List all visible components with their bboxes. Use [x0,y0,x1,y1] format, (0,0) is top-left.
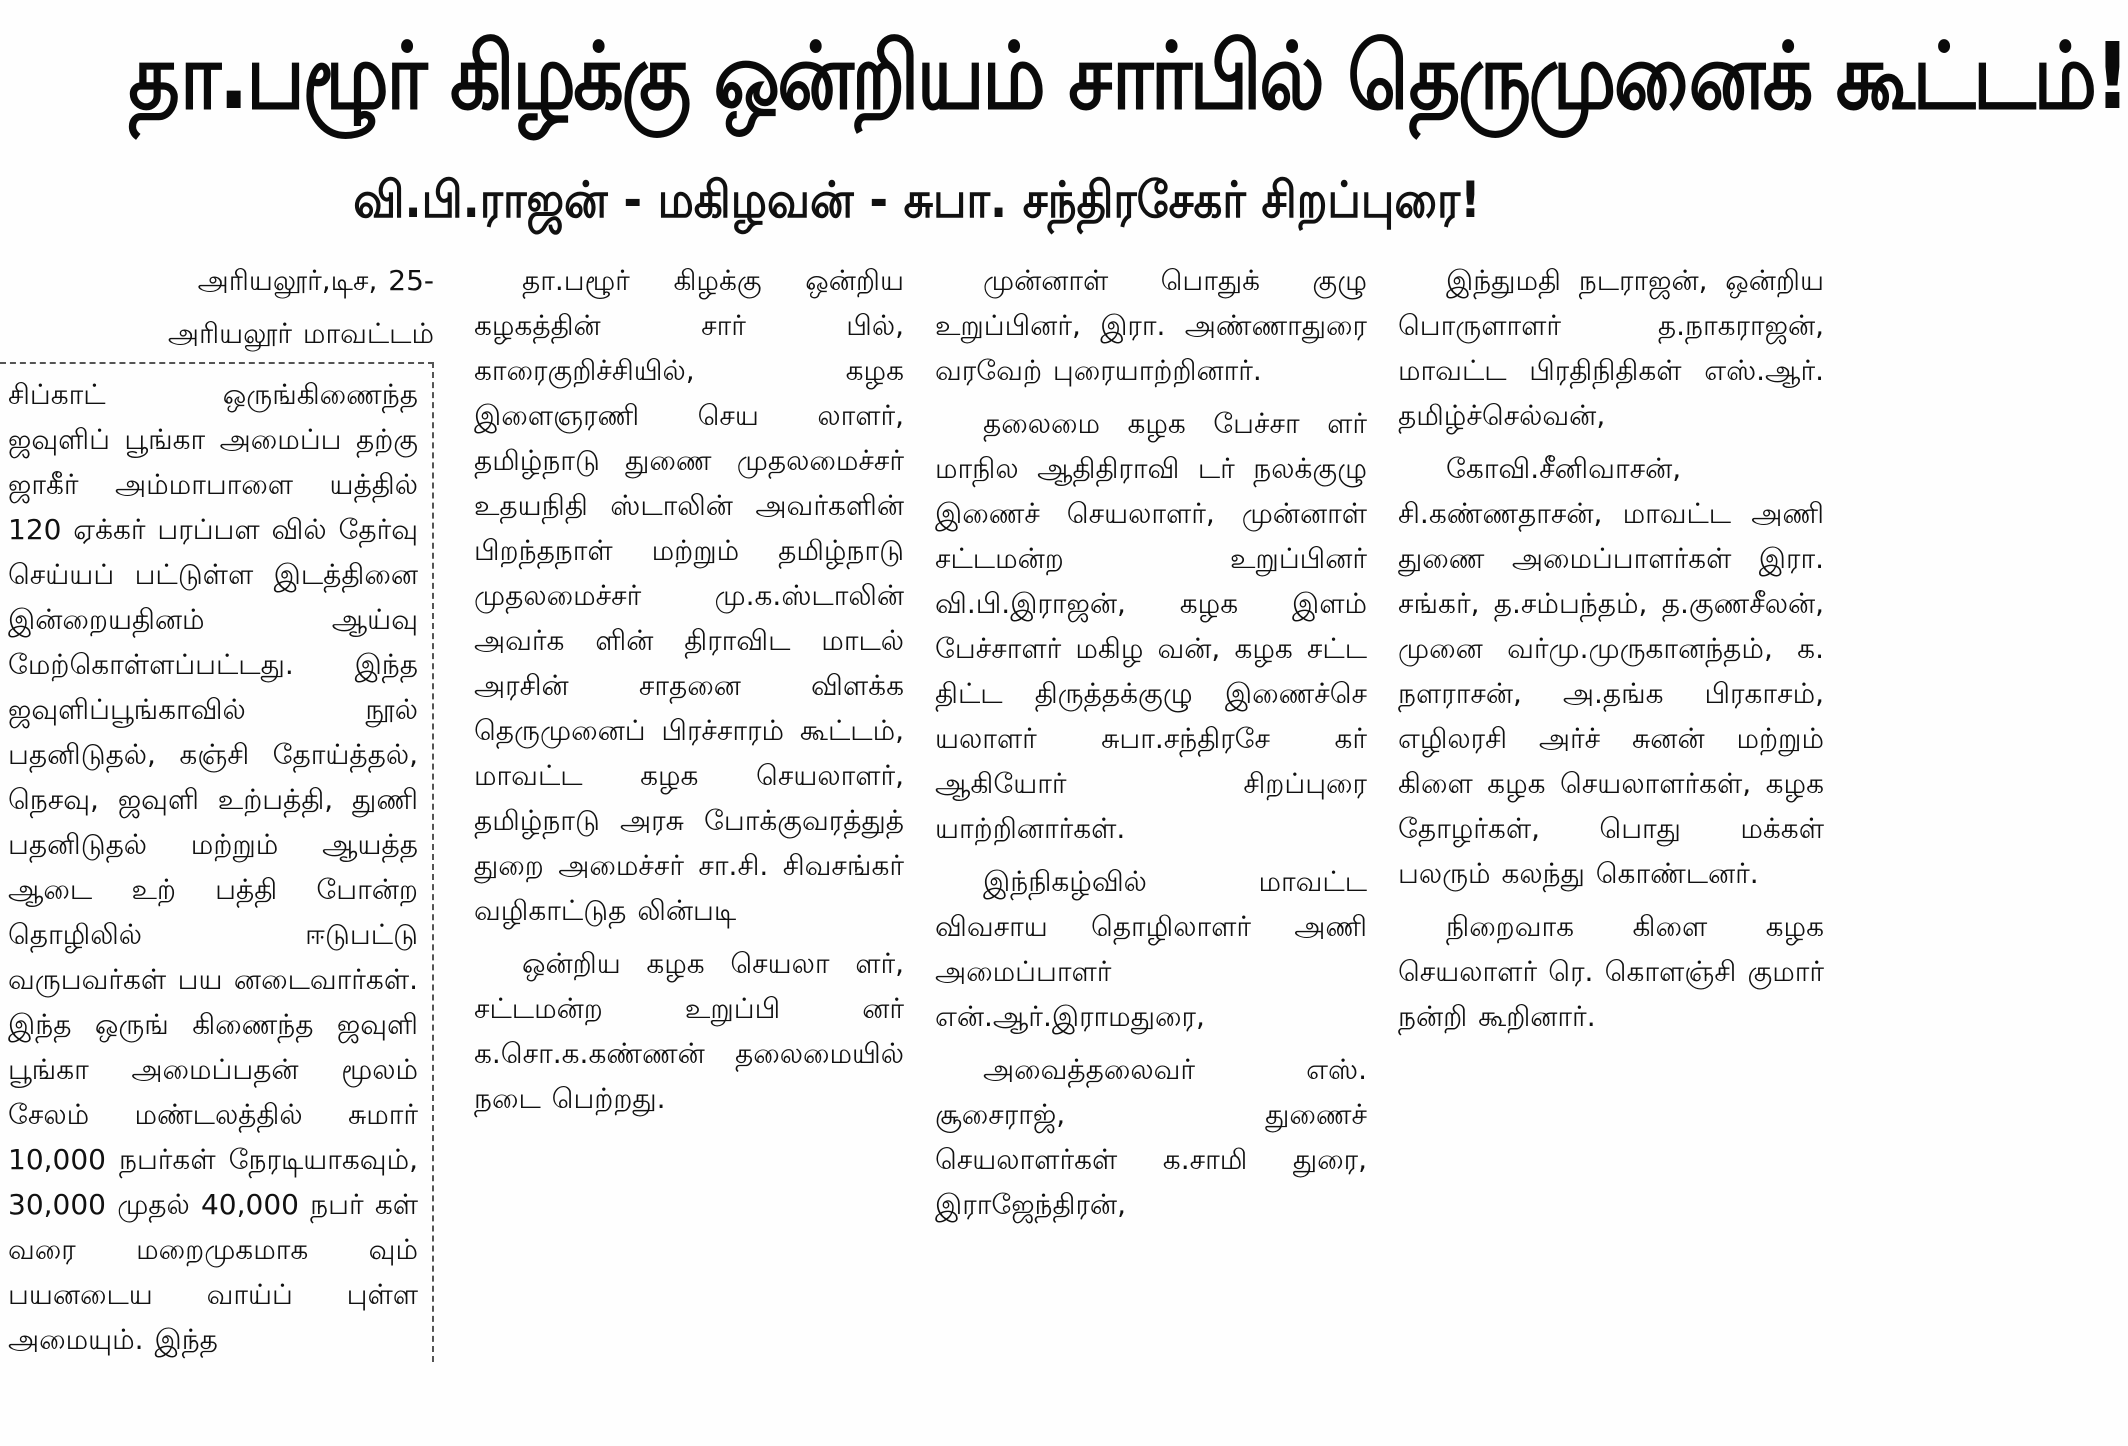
paragraph: கோவி.சீனிவாசன், சி.கண்ணதாசன், மாவட்ட அணி துணை அமைப்பாளர்கள் இரா. சங்கர், த.சம்பந்தம், த.குணசீலன், முனை வர்மு.முருகானந்தம், க. நளராசன், அ.தங்க பிரகாசம், எழிலரசி அர்ச் சுனன் மற்றும் கிளை கழக செயலாளர்கள், கழக தோழர்கள், பொது மக்கள் பலரும் கலந்து கொண்டனர். [1398,452,1824,890]
column-4 [1398,258,1824,1446]
paragraph: நிறைவாக கிளை கழக செயலாளர் ரெ. கொளஞ்சி குமார் நன்றி கூறினார். [1398,910,1824,1033]
paragraph: முன்னாள் பொதுக் குழு உறுப்பினர், இரா. அண்ணாதுரை வரவேற் புரையாற்றினார். [935,264,1367,387]
paragraph: ஒன்றிய கழக செயலா ளர், சட்டமன்ற உறுப்பி னர் க.சொ.க.கண்ணன் தலைமையில் நடை பெற்றது. [474,947,904,1115]
headline: தா.பழூர் கிழக்கு ஒன்றியம் சார்பில் தெருமுனைக் கூட்டம்! [128,23,2128,130]
column-2 [474,258,904,1446]
paragraph: அவைத்தலைவர் எஸ். சூசைராஜ், துணைச் செயலாளர்கள் க.சாமி துரை, இராஜேந்திரன், [935,1053,1367,1221]
column-1 [8,258,434,1446]
lead-line: அரியலூர் மாவட்டம் [167,317,434,350]
paragraph: தலைமை கழக பேச்சா ளர் மாநில ஆதிதிராவி டர் நலக்குழு இணைச் செயலாளர், முன்னாள் சட்டமன்ற உறுப்பினர் வி.பி.இராஜன், கழக இளம் பேச்சாளர் மகிழ வன், கழக சட்ட திட்ட திருத்தக்குழு இணைச்செ யலாளர் சுபா.சந்திரசே கர் ஆகியோர் சிறப்புரை யாற்றினார்கள். [935,407,1367,845]
dateline: அரியலூர்,டிச, 25- [197,264,434,297]
boxed-paragraph: சிப்காட் ஒருங்கிணைந்த ஜவுளிப் பூங்கா அமைப்ப தற்கு ஜாகீர் அம்மாபாளை யத்தில் 120 ஏக்கர் பரப்பள வில் தேர்வு செய்யப் பட்டுள்ள இடத்தினை இன்றையதினம் ஆய்வு மேற்கொள்ளப்பட்டது. இந்த ஜவுளிப்பூங்காவில் நூல் பதனிடுதல், கஞ்சி தோய்த்தல், நெசவு, ஜவுளி உற்பத்தி, துணி பதனிடுதல் மற்றும் ஆயத்த ஆடை உற் பத்தி போன்ற தொழிலில் ஈடுபட்டு வருபவர்கள் பய னடைவார்கள். இந்த ஒருங் கிணைந்த ஜவுளி பூங்கா அமைப்பதன் மூலம் சேலம் மண்டலத்தில் சுமார் 10,000 நபர்கள் நேரடியாகவும், 30,000 முதல் 40,000 நபர் கள் வரை மறைமுகமாக வும் பயனடைய வாய்ப் புள்ள அமையும். இந்த [8,378,418,1356]
article-body [0,258,1834,1446]
paragraph: தா.பழூர் கிழக்கு ஒன்றிய கழகத்தின் சார் பில், காரைகுறிச்சியில், கழக இளைஞரணி செய லாளர், தமிழ்நாடு துணை முதலமைச்சர் உதயநிதி ஸ்டாலின் அவர்களின் பிறந்தநாள் மற்றும் தமிழ்நாடு முதலமைச்சர் மு.க.ஸ்டாலின் அவர்க ளின் திராவிட மாடல் அரசின் சாதனை விளக்க தெருமுனைப் பிரச்சாரம் கூட்டம், மாவட்ட கழக செயலாளர், தமிழ்நாடு அரசு போக்குவரத்துத் துறை அமைச்சர் சா.சி. சிவசங்கர் வழிகாட்டுத லின்படி [474,264,904,927]
column-3 [935,258,1367,1446]
paragraph: இந்நிகழ்வில் மாவட்ட விவசாய தொழிலாளர் அணி அமைப்பாளர் என்.ஆர்.இராமதுரை, [935,865,1367,1033]
boxed-news-item [0,362,434,1362]
subheadline: வி.பி.ராஜன் - மகிழவன் - சுபா. சந்திரசேகர் சிறப்புரை! [353,171,1481,229]
paragraph: இந்துமதி நடராஜன், ஒன்றிய பொருளாளர் த.நாகராஜன், மாவட்ட பிரதிநிதிகள் எஸ்.ஆர். தமிழ்ச்செல்வன், [1398,264,1824,432]
